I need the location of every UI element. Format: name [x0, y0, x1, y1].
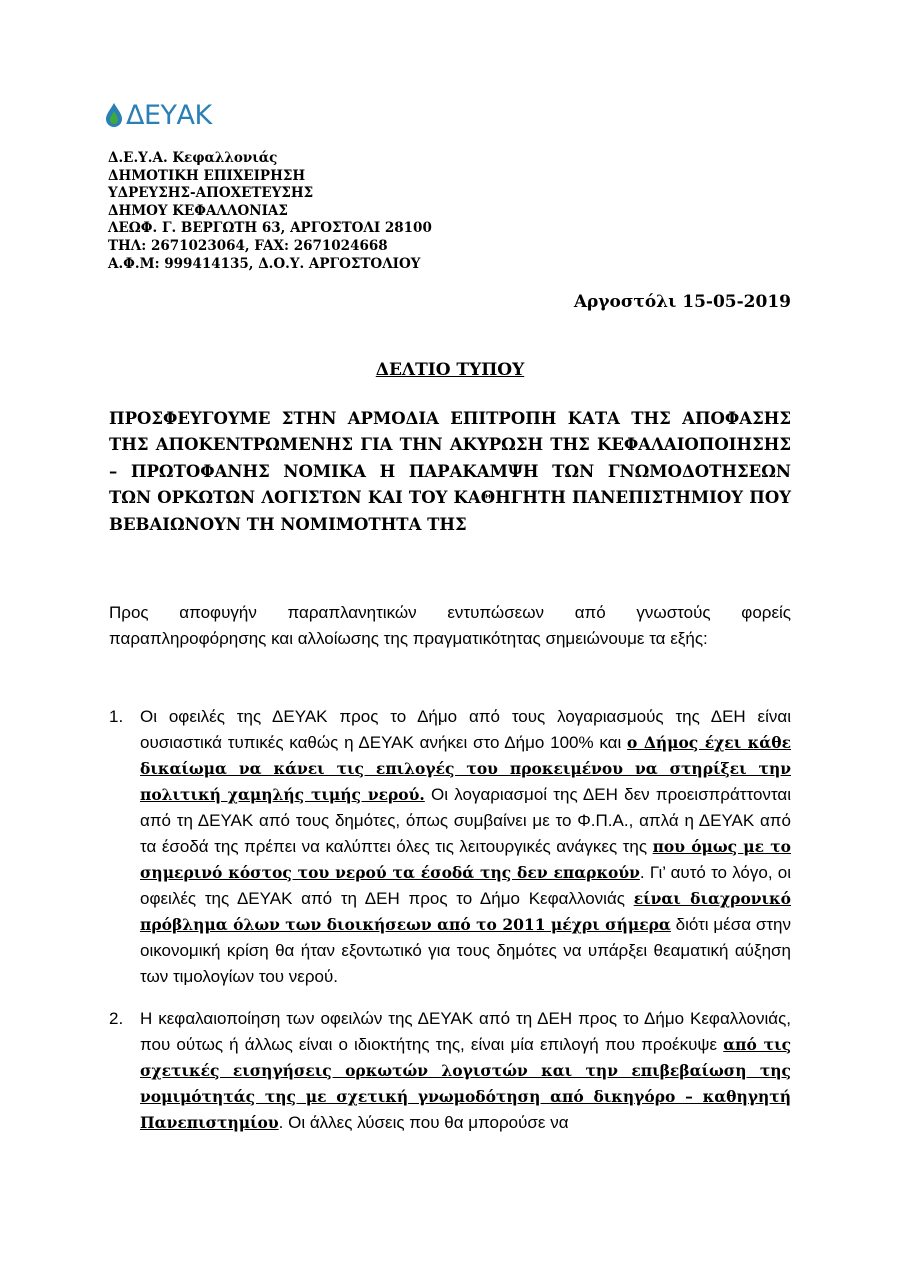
org-line: ΔΗΜΟΥ ΚΕΦΑΛΛΟΝΙΑΣ	[108, 202, 288, 219]
subject-title: ΠΡΟΣΦΕΥΓΟΥΜΕ ΣΤΗΝ ΑΡΜΟΔΙΑ ΕΠΙΤΡΟΠΗ ΚΑΤΑ ΤΗΣ ΑΠΟΦΑΣΗΣ ΤΗΣ ΑΠΟΚΕΝΤΡΩΜΕΝΗΣ ΓΙΑ ΤΗΝ ΑΚΥΡΩΣΗ ΤΗΣ ΚΕΦΑΛΑΙΟΠΟΙΗΣΗΣ – ΠΡΩΤΟΦΑΝΗΣ ΝΟΜΙΚΑ Η ΠΑΡΑΚΑΜΨΗ ΤΩΝ ΓΝΩΜΟΔΟΤΗΣΕΩΝ ΤΩΝ ΟΡΚΩΤΩΝ ΛΟΓΙΣΤΩΝ ΚΑΙ ΤΟΥ ΚΑΘΗΓΗΤΗ ΠΑΝΕΠΙΣΤΗΜΙΟΥ ΠΟΥ ΒΕΒΑΙΩΝΟΥΝ ΤΗ ΝΟΜΙΜΟΤΗΤΑ ΤΗΣ	[109, 409, 791, 534]
list-item	[109, 704, 791, 990]
emphasis-text: ο Δήμος έχει κάθε δικαίωμα να κάνει τις επιλογές του προκειμένου να στηρίξει την πολιτική χαμηλής τιμής νερού.	[140, 733, 791, 804]
emphasis-text: από τις σχετικές εισηγήσεις ορκωτών λογιστών και την επιβεβαίωση της νομιμότητάς της με σχετική γνωμοδότηση από δικηγόρο – καθηγητή Πανεπιστημίου	[140, 1035, 792, 1132]
organization-header	[108, 150, 432, 273]
org-line: Α.Φ.Μ: 999414135, Δ.Ο.Υ. ΑΡΓΟΣΤΟΛΙΟΥ	[108, 255, 421, 272]
org-line: ΔΗΜΟΤΙΚΗ ΕΠΙΧΕΙΡΗΣΗ	[108, 167, 306, 184]
item-text: Οι οφειλές της ΔΕΥΑΚ προς το Δήμο από τους λογαριασμούς της ΔΕΗ είναι ουσιαστικά τυπικές καθώς η ΔΕΥΑΚ ανήκει στο Δήμο 100% και	[140, 707, 791, 752]
intro-paragraph: Προς αποφυγήν παραπλανητικών εντυπώσεων από γνωστούς φορείς παραπληροφόρησης και αλλοίωσης της πραγματικότητας σημειώνουμε τα εξής:	[109, 603, 791, 648]
org-line: ΛΕΩΦ. Γ. ΒΕΡΓΩΤΗ 63, ΑΡΓΟΣΤΟΛΙ 28100	[108, 220, 432, 237]
org-line: ΤΗΛ: 2671023064, FAX: 2671024668	[108, 237, 388, 254]
item-text: Η κεφαλαιοποίηση των οφειλών της ΔΕΥΑΚ από τη ΔΕΗ προς το Δήμο Κεφαλλονιάς, που ούτως ή άλλως είναι ο ιδιοκτήτης της, είναι μία επιλογή που προέκυψε	[140, 1009, 791, 1054]
item-text: διότι μέσα στην οικονομική κρίση θα ήταν εξοντωτικό για τους δημότες να υπάρξει θεαματική αύξηση των τιμολογίων του νερού.	[140, 915, 791, 986]
document-heading: ΔΕΛΤΙΟ ΤΥΠΟΥ	[375, 360, 525, 380]
emphasis-text: που όμως με το σημερινό κόστος του νερού τα έσοδά της δεν επαρκούν	[140, 837, 791, 882]
document-date: Αργοστόλι 15-05-2019	[573, 292, 791, 312]
water-drop-logo-icon	[104, 102, 124, 128]
emphasis-text: είναι διαχρονικό πρόβλημα όλων των διοικήσεων από το 2011 μέχρι σήμερα	[140, 889, 791, 934]
item-text: . Οι άλλες λύσεις που θα μπορούσε να	[278, 1113, 569, 1132]
item-text: Οι λογαριασμοί της ΔΕΗ δεν προεισπράττονται από τη ΔΕΥΑΚ από τους δημότες, όπως συμβαίνει με το Φ.Π.Α., απλά η ΔΕΥΑΚ από τα έσοδά της πρέπει να καλύπτει όλες τις λειτουργικές ανάγκες της	[140, 785, 792, 856]
logo-wordmark: ΔΕΥΑΚ	[126, 99, 212, 131]
item-text: . Γι’ αυτό το λόγο, οι οφειλές της ΔΕΥΑΚ από τη ΔΕΗ προς το Δήμο Κεφαλλονιάς	[140, 863, 791, 908]
list-item-number: 1.	[109, 707, 124, 726]
deyak-logo	[104, 97, 212, 133]
list-item-number: 2.	[109, 1009, 124, 1028]
org-line: Δ.Ε.Υ.Α. Κεφαλλονιάς	[108, 150, 278, 166]
org-line: ΥΔΡΕΥΣΗΣ-ΑΠΟΧΕΤΕΥΣΗΣ	[108, 185, 314, 202]
list-item	[109, 1006, 791, 1136]
numbered-list	[109, 704, 791, 1152]
